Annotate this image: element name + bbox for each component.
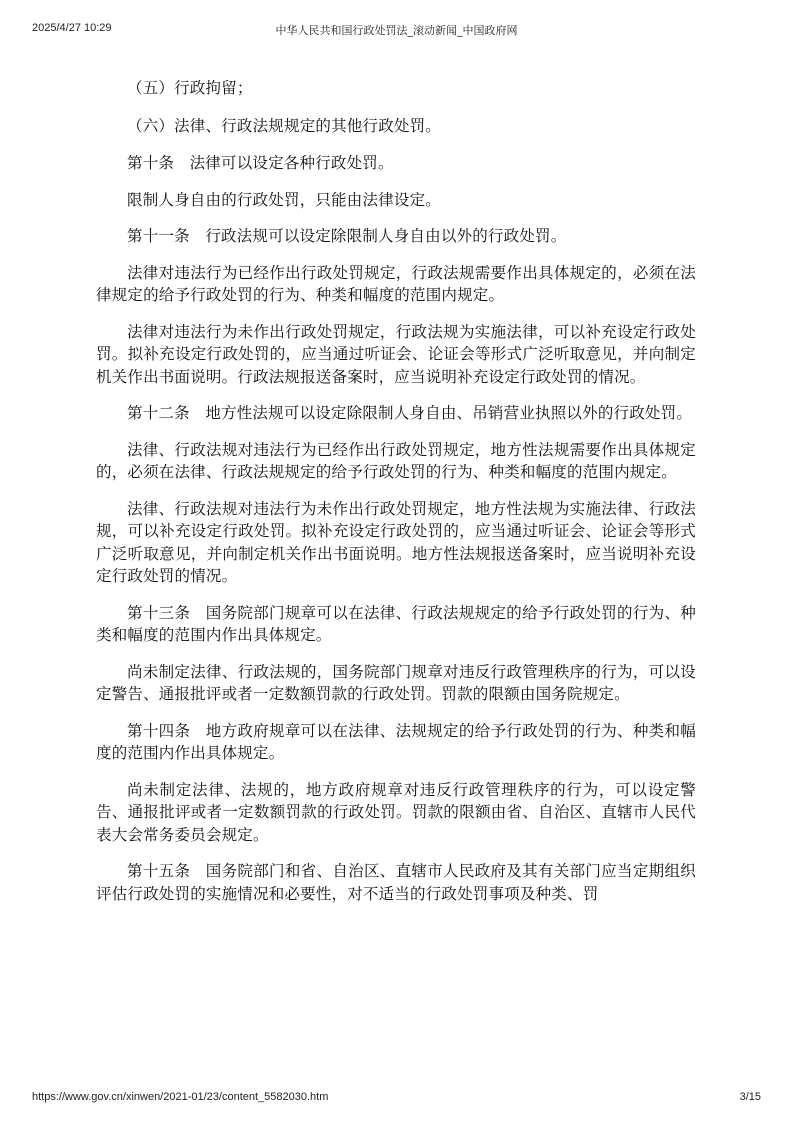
paragraph [96,262,696,307]
article-number: 第十三条 [127,603,191,622]
paragraph-text: 法律、行政法规对违法行为未作出行政处罚规定，地方性法规为实施法律、行政法规，可以补充设定行政处罚。拟补充设定行政处罚的，应当通过听证会、论证会等形式广泛听取意见，并向制定机关作出书面说明。地方性法规报送备案时，应当说明补充设定行政处罚的情况。 [96,499,696,585]
paragraph-text: 尚未制定法律、法规的，地方政府规章对违反行政管理秩序的行为，可以设定警告、通报批评或者一定数额罚款的行政处罚。罚款的限额由省、自治区、直辖市人民代表大会常务委员会规定。 [96,780,696,844]
print-header [32,22,761,36]
page-url: https://www.gov.cn/xinwen/2021-01/23/content_5582030.htm [32,1091,329,1103]
paragraph-text: （五）行政拘留； [127,79,253,97]
paragraph-text: （六）法律、行政法规规定的其他行政处罚。 [127,116,442,135]
article-number: 第十四条 [127,721,191,740]
paragraph [96,779,696,847]
article-number: 第十条 [127,154,175,172]
article-paragraph [96,602,696,647]
paragraph [96,661,696,706]
print-footer [32,1091,761,1105]
document-body [96,77,696,919]
paragraph [96,321,696,389]
paragraph-text: 限制人身自由的行政处罚，只能由法律设定。 [127,190,442,209]
paragraph-text: 法律对违法行为已经作出行政处罚规定，行政法规需要作出具体规定的，必须在法律规定的给予行政处罚的行为、种类和幅度的范围内规定。 [96,263,696,304]
paragraph [96,439,696,484]
paragraph-text: 法律、行政法规对违法行为已经作出行政处罚规定，地方性法规需要作出具体规定的，必须在法律、行政法规规定的给予行政处罚的行为、种类和幅度的范围内规定。 [96,440,696,481]
article-paragraph [96,720,696,765]
article-paragraph [96,402,696,425]
paragraph-text: 国务院部门规章可以在法律、行政法规规定的给予行政处罚的行为、种类和幅度的范围内作出具体规定。 [96,603,696,644]
article-paragraph [96,225,696,248]
paragraph-text: 地方性法规可以设定除限制人身自由、吊销营业执照以外的行政处罚。 [205,404,693,422]
paragraph-text: 地方政府规章可以在法律、法规规定的给予行政处罚的行为、种类和幅度的范围内作出具体规定。 [96,721,696,762]
print-datetime: 2025/4/27 10:29 [32,22,112,34]
page-title: 中华人民共和国行政处罚法_滚动新闻_中国政府网 [275,24,518,37]
list-item [96,77,696,100]
paragraph [96,189,696,212]
article-number: 第十二条 [127,404,190,422]
paragraph-text: 法律对违法行为未作出行政处罚规定，行政法规为实施法律，可以补充设定行政处罚。拟补充设定行政处罚的，应当通过听证会、论证会等形式广泛听取意见，并向制定机关作出书面说明。行政法规报送备案时，应当说明补充设定行政处罚的情况。 [96,322,696,386]
article-number: 第十五条 [127,862,191,880]
list-item [96,115,696,138]
paragraph-text: 尚未制定法律、行政法规的，国务院部门规章对违反行政管理秩序的行为，可以设定警告、通报批评或者一定数额罚款的行政处罚。罚款的限额由国务院规定。 [96,662,696,703]
paragraph-text: 国务院部门和省、自治区、直辖市人民政府及其有关部门应当定期组织评估行政处罚的实施情况和必要性，对不适当的行政处罚事项及种类、罚 [96,862,696,903]
article-paragraph [96,860,696,905]
paragraph-text: 法律可以设定各种行政处罚。 [189,154,394,172]
paragraph-text: 行政法规可以设定除限制人身自由以外的行政处罚。 [205,227,567,245]
page-number: 3/15 [739,1091,761,1103]
article-paragraph [96,152,696,175]
paragraph [96,498,696,588]
article-number: 第十一条 [127,227,190,245]
